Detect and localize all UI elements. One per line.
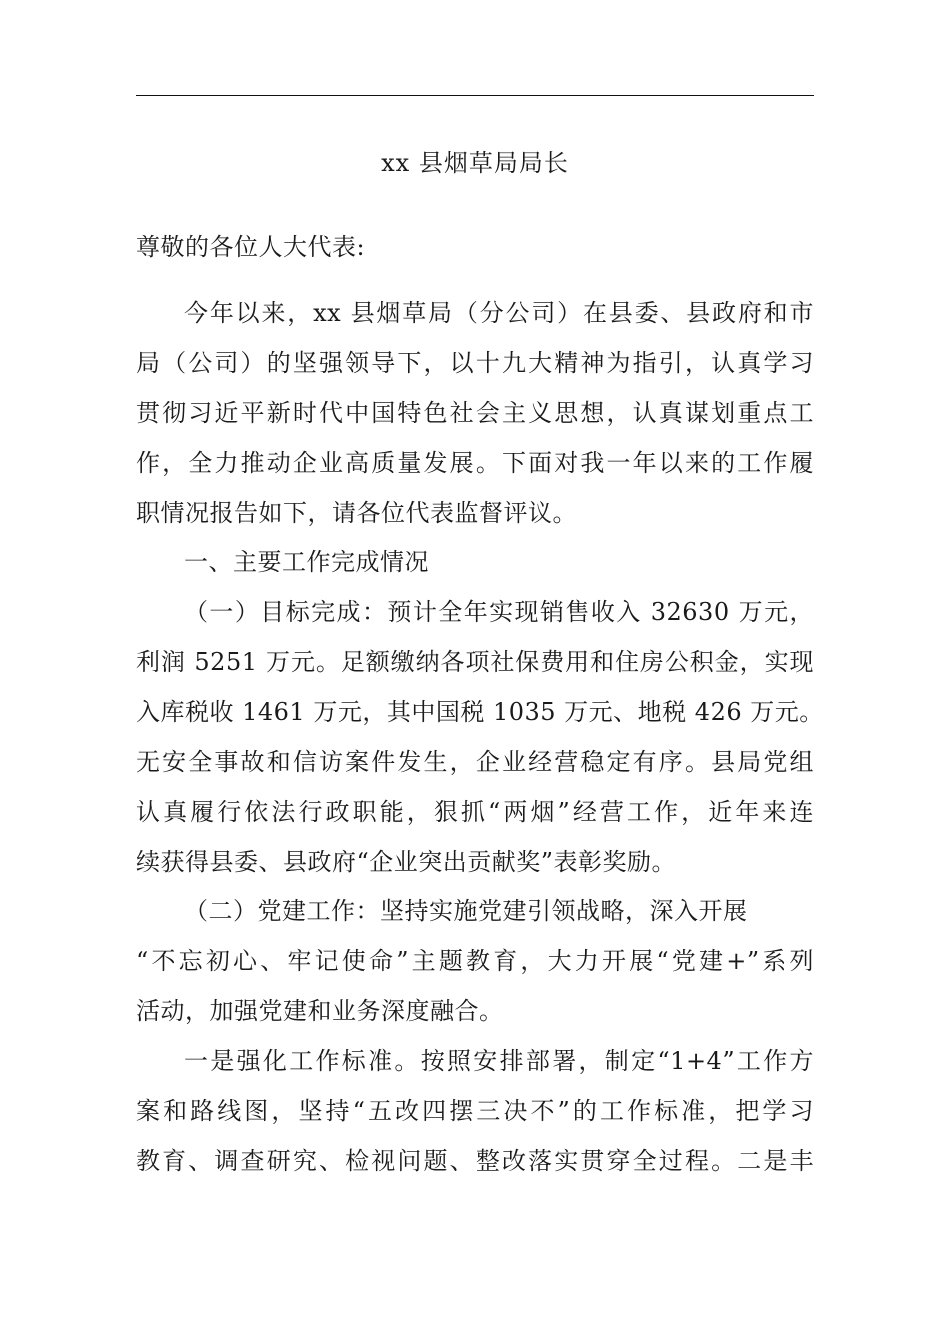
text-line: 一是强化工作标准。按照安排部署，制定“1+4”工作方 (184, 1047, 814, 1075)
standards-paragraph (136, 1036, 814, 1186)
header-rule (136, 95, 814, 96)
text-line: 活动，加强党建和业务深度融合。 (136, 997, 504, 1025)
salutation-line: 尊敬的各位人大代表: (136, 233, 366, 261)
text-line: 续获得县委、县政府“企业突出贡献奖”表彰奖励。 (136, 848, 677, 876)
text-line: 无安全事故和信访案件发生，企业经营稳定有序。县局党组 (136, 748, 814, 776)
text-line: 局（公司）的坚强领导下，以十九大精神为指引，认真学习 (136, 349, 814, 377)
text-line: （二）党建工作：坚持实施党建引领战略，深入开展 (184, 897, 748, 925)
text-line: （一）目标完成：预计全年实现销售收入 32630 万元， (184, 598, 814, 626)
text-line: 入库税收 1461 万元，其中国税 1035 万元、地税 426 万元。 (136, 698, 824, 726)
text-line: 职情况报告如下，请各位代表监督评议。 (136, 499, 577, 527)
section-heading (136, 537, 814, 587)
text-line: 作，全力推动企业高质量发展。下面对我一年以来的工作履 (136, 449, 814, 477)
document-title: xx 县烟草局局长 (381, 149, 569, 177)
subsection-target-paragraph (136, 587, 824, 887)
text-line: 贯彻习近平新时代中国特色社会主义思想，认真谋划重点工 (136, 399, 814, 427)
text-line: “不忘初心、牢记使命”主题教育，大力开展“党建+”系列 (136, 947, 814, 975)
section-heading-text: 一、主要工作完成情况 (184, 548, 429, 576)
salutation (136, 222, 814, 272)
text-line: 利润 5251 万元。足额缴纳各项社保费用和住房公积金，实现 (136, 648, 814, 676)
intro-paragraph (136, 288, 814, 538)
text-line: 案和路线图，坚持“五改四摆三决不”的工作标准，把学习 (136, 1097, 814, 1125)
text-line: 认真履行依法行政职能，狠抓“两烟”经营工作，近年来连 (136, 798, 814, 826)
subsection-party-paragraph (136, 886, 814, 1036)
text-line: 今年以来，xx 县烟草局（分公司）在县委、县政府和市 (184, 299, 814, 327)
text-line: 教育、调查研究、检视问题、整改落实贯穿全过程。二是丰 (136, 1147, 814, 1175)
